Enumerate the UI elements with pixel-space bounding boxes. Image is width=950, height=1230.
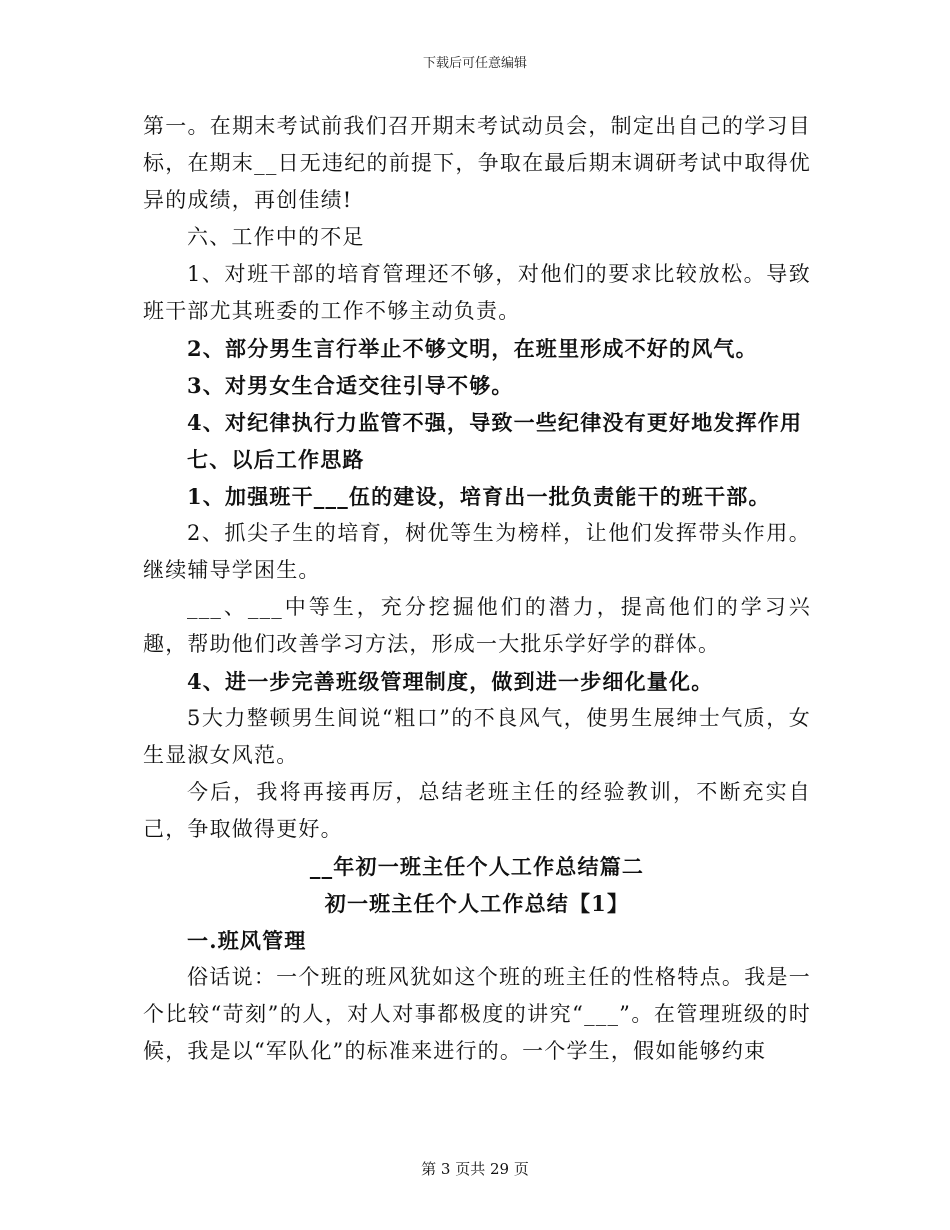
paragraph: 3、对男女生合适交往引导不够。 [187, 373, 514, 398]
paragraph: 2、部分男生言行举止不够文明，在班里形成不好的风气。 [187, 336, 758, 361]
paragraph: 5大力整顿男生间说“粗口”的不良风气，使男生展绅士气质，女生显淑女风范。 [143, 706, 811, 767]
paragraph: 1、对班干部的培育管理还不够，对他们的要求比较放松。导致班干部尤其班委的工作不够主动负责。 [143, 262, 811, 323]
paragraph: 4、进一步完善班级管理制度，做到进一步细化量化。 [187, 669, 714, 694]
document-body [143, 108, 811, 1070]
paragraph: 4、对纪律执行力监管不强，导致一些纪律没有更好地发挥作用 [187, 410, 803, 435]
paragraph: 2、抓尖子生的培育，树优等生为榜样，让他们发挥带头作用。继续辅导学困生。 [143, 521, 811, 582]
section-heading: 七、以后工作思路 [187, 447, 365, 472]
document-title: __年初一班主任个人工作总结篇二 [309, 854, 645, 879]
paragraph: ___、___中等生，充分挖掘他们的潜力，提高他们的学习兴趣，帮助他们改善学习方法，形成一大批乐学好学的群体。 [143, 595, 811, 656]
paragraph: 今后，我将再接再厉，总结老班主任的经验教训，不断充实自己，争取做得更好。 [143, 780, 811, 841]
paragraph: 俗话说：一个班的班风犹如这个班的班主任的性格特点。我是一个比较“苛刻”的人，对人对事都极度的讲究“___”。在管理班级的时候，我是以“军队化”的标准来进行的。一个学生，假如能够约束 [143, 965, 811, 1063]
section-heading: 一.班风管理 [187, 928, 307, 953]
paragraph: 1、加强班干___伍的建设，培育出一批负责能干的班干部。 [187, 484, 771, 509]
document-subtitle: 初一班主任个人工作总结【1】 [324, 891, 630, 916]
page-header: 下载后可任意编辑 [422, 56, 527, 71]
page-footer: 第 3 页共 29 页 [421, 1160, 529, 1178]
paragraph: 第一。在期末考试前我们召开期末考试动员会，制定出自己的学习目标，在期末__日无违纪的前提下，争取在最后期末调研考试中取得优异的成绩，再创佳绩! [143, 114, 811, 212]
section-heading: 六、工作中的不足 [187, 225, 365, 249]
